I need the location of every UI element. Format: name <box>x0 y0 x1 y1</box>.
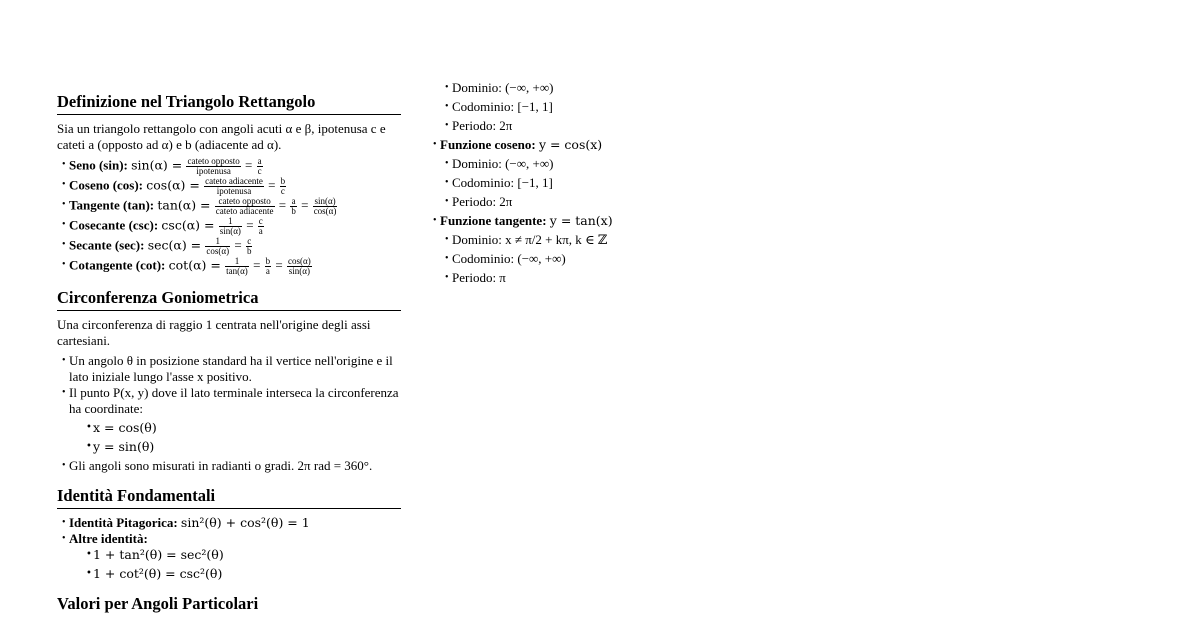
list-item: • Seno (sin): sin(α) = $\frac{\text{cateto opposto}}{\text{ipotenusa}}$ = $\frac{a}{c}$ <box>57 157 401 176</box>
fraction-denominator: b <box>291 206 296 216</box>
list-item: • Periodo: 2π <box>428 118 728 134</box>
item-label: Tangente (tan): <box>69 197 155 213</box>
fraction-numerator: cateto opposto <box>187 156 240 166</box>
list-item: • Codominio: [−1, 1] <box>428 175 728 191</box>
fraction-denominator: c <box>257 166 262 176</box>
item-label: Altre identità: <box>69 531 148 546</box>
fraction-denominator: b <box>246 246 252 256</box>
section-title: Identità Fondamentali <box>57 486 401 509</box>
item-label: Cotangente (cot): <box>69 257 166 273</box>
circle-list <box>57 353 401 474</box>
item-formula: y = cos(x) <box>538 137 603 152</box>
fraction <box>215 197 275 216</box>
fraction-denominator: c <box>280 186 285 196</box>
list-item: • Codominio: (−∞, +∞) <box>428 251 728 267</box>
list-item: • Coseno (cos): cos(α) = $\frac{\text{cateto adiacente}}{\text{ipotenusa}}$ = $\frac{b}{c}$ <box>57 177 401 196</box>
item-label: Secante (sec): <box>69 237 145 253</box>
list-item: • Cosecante (csc): csc(α) = $\frac{1}{\sin(\alpha)}$ = $\frac{c}{a}$ <box>57 217 401 236</box>
list-item: • Dominio: (−∞, +∞) <box>428 156 728 172</box>
functions-list <box>428 137 728 153</box>
fraction-numerator: c <box>247 236 252 246</box>
section-intro: Una circonferenza di raggio 1 centrata nell'origine degli assi cartesiani. <box>57 317 371 348</box>
item-label: Funzione tangente: <box>440 213 547 228</box>
fraction-numerator: b <box>265 256 271 266</box>
fraction-denominator: cateto adiacente <box>215 206 274 216</box>
fraction <box>257 157 263 176</box>
fraction <box>258 217 264 236</box>
right-column <box>428 80 728 289</box>
fraction-denominator: a <box>265 266 270 276</box>
item-formula: tan(α) = <box>157 197 211 213</box>
list-item: • Un angolo θ in posizione standard ha il vertice nell'origine e il lato iniziale lungo l'asse x positivo. <box>57 353 401 385</box>
section-special <box>57 594 401 616</box>
fraction-denominator: cos(α) <box>313 206 337 216</box>
list-item-text: Il punto P(x, y) dove il lato terminale interseca la circonferenza ha coordinate: <box>69 385 399 416</box>
fraction-denominator: ipotenusa <box>196 166 231 176</box>
list-item: • y = sin(θ) <box>69 439 401 455</box>
section-title: Valori per Angoli Particolari <box>57 594 259 613</box>
list-item: • Dominio: (−∞, +∞) <box>428 80 728 96</box>
item-formula: sec(α) = <box>147 237 202 253</box>
fraction-numerator: 1 <box>225 257 249 267</box>
list-item: • Dominio: x ≠ π/2 + kπ, k ∈ ℤ <box>428 232 728 248</box>
item-formula: sin(α) = <box>131 157 183 173</box>
item-formula: y = tan(x) <box>549 213 613 228</box>
functions-list <box>428 213 728 229</box>
section-circle <box>57 288 401 474</box>
item-formula: csc(α) = <box>161 217 215 233</box>
identities-list <box>57 515 401 582</box>
item-label: Coseno (cos): <box>69 177 144 193</box>
sin-props-list <box>428 80 728 134</box>
section-identities <box>57 486 401 582</box>
fraction <box>225 257 249 276</box>
fraction <box>280 177 287 196</box>
list-item <box>57 385 401 455</box>
fraction <box>219 217 242 236</box>
trig-definitions-list <box>57 157 401 276</box>
fraction-numerator: 1 <box>219 217 242 227</box>
fraction <box>313 197 338 216</box>
section-title: Definizione nel Triangolo Rettangolo <box>57 92 401 115</box>
fraction <box>287 257 312 276</box>
list-item: • Cotangente (cot): cot(α) = $\frac{1}{\tan(\alpha)}$ = $\frac{b}{a}$ = $\frac{\cos(\alpha)}{\sin(\alpha)}$ <box>57 257 401 276</box>
list-item <box>57 531 401 582</box>
fraction-denominator: ipotenusa <box>216 186 252 196</box>
list-item: • Periodo: 2π <box>428 194 728 210</box>
item-formula: sin²(θ) + cos²(θ) = 1 <box>180 515 310 530</box>
fraction <box>205 237 230 256</box>
fraction-numerator: cateto adiacente <box>205 176 263 186</box>
fraction-numerator: sin(α) <box>314 196 336 206</box>
list-item <box>57 515 401 531</box>
fraction-numerator: c <box>258 216 263 226</box>
fraction <box>265 257 272 276</box>
item-formula: cot(α) = <box>168 257 221 273</box>
sub-list <box>69 547 401 582</box>
fraction-numerator: cos(α) <box>288 256 311 266</box>
item-formula: cos(α) = <box>146 177 200 193</box>
fraction-denominator: tan(α) <box>226 266 248 276</box>
sub-list <box>69 420 401 455</box>
list-item: • Secante (sec): sec(α) = $\frac{1}{\cos(\alpha)}$ = $\frac{c}{b}$ <box>57 237 401 256</box>
fraction-numerator: a <box>291 196 296 206</box>
list-item: • 1 + cot²(θ) = csc²(θ) <box>69 566 401 582</box>
item-label: Identità Pitagorica: <box>69 515 178 530</box>
fraction-numerator: b <box>280 176 286 186</box>
list-item: • 1 + tan²(θ) = sec²(θ) <box>69 547 401 563</box>
list-item: • Periodo: π <box>428 270 728 286</box>
item-label: Cosecante (csc): <box>69 217 159 233</box>
section-triangle <box>57 92 401 276</box>
fraction-numerator: cateto opposto <box>215 197 275 207</box>
section-intro: Sia un triangolo rettangolo con angoli acuti α e β, ipotenusa c e cateti a (opposto ad α) e b (adiacente ad α). <box>57 121 386 152</box>
tan-props-list <box>428 232 728 286</box>
fraction <box>290 197 297 216</box>
list-item: • Gli angoli sono misurati in radianti o gradi. 2π rad = 360°. <box>57 458 401 474</box>
section-title: Circonferenza Goniometrica <box>57 288 401 311</box>
fraction <box>204 177 264 196</box>
fraction-numerator: 1 <box>205 237 230 247</box>
list-item <box>428 137 728 153</box>
list-item <box>428 213 728 229</box>
fraction-denominator: sin(α) <box>219 226 241 236</box>
fraction-denominator: cos(α) <box>206 246 230 256</box>
item-label: Funzione coseno: <box>440 137 536 152</box>
fraction-numerator: a <box>257 156 262 166</box>
fraction-denominator: sin(α) <box>288 266 310 276</box>
fraction <box>246 237 253 256</box>
list-item: • Codominio: [−1, 1] <box>428 99 728 115</box>
list-item: • x = cos(θ) <box>69 420 401 436</box>
list-item: • Tangente (tan): tan(α) = $\frac{\text{cateto opposto}}{\text{cateto adiacente}}$ = $\frac{a}{b}$ = $\frac{\sin(\alpha)}{\cos(\alpha)}$ <box>57 197 401 216</box>
item-label: Seno (sin): <box>69 157 128 173</box>
fraction <box>186 157 240 176</box>
left-column <box>57 92 401 622</box>
fraction-denominator: a <box>258 226 263 236</box>
cos-props-list <box>428 156 728 210</box>
